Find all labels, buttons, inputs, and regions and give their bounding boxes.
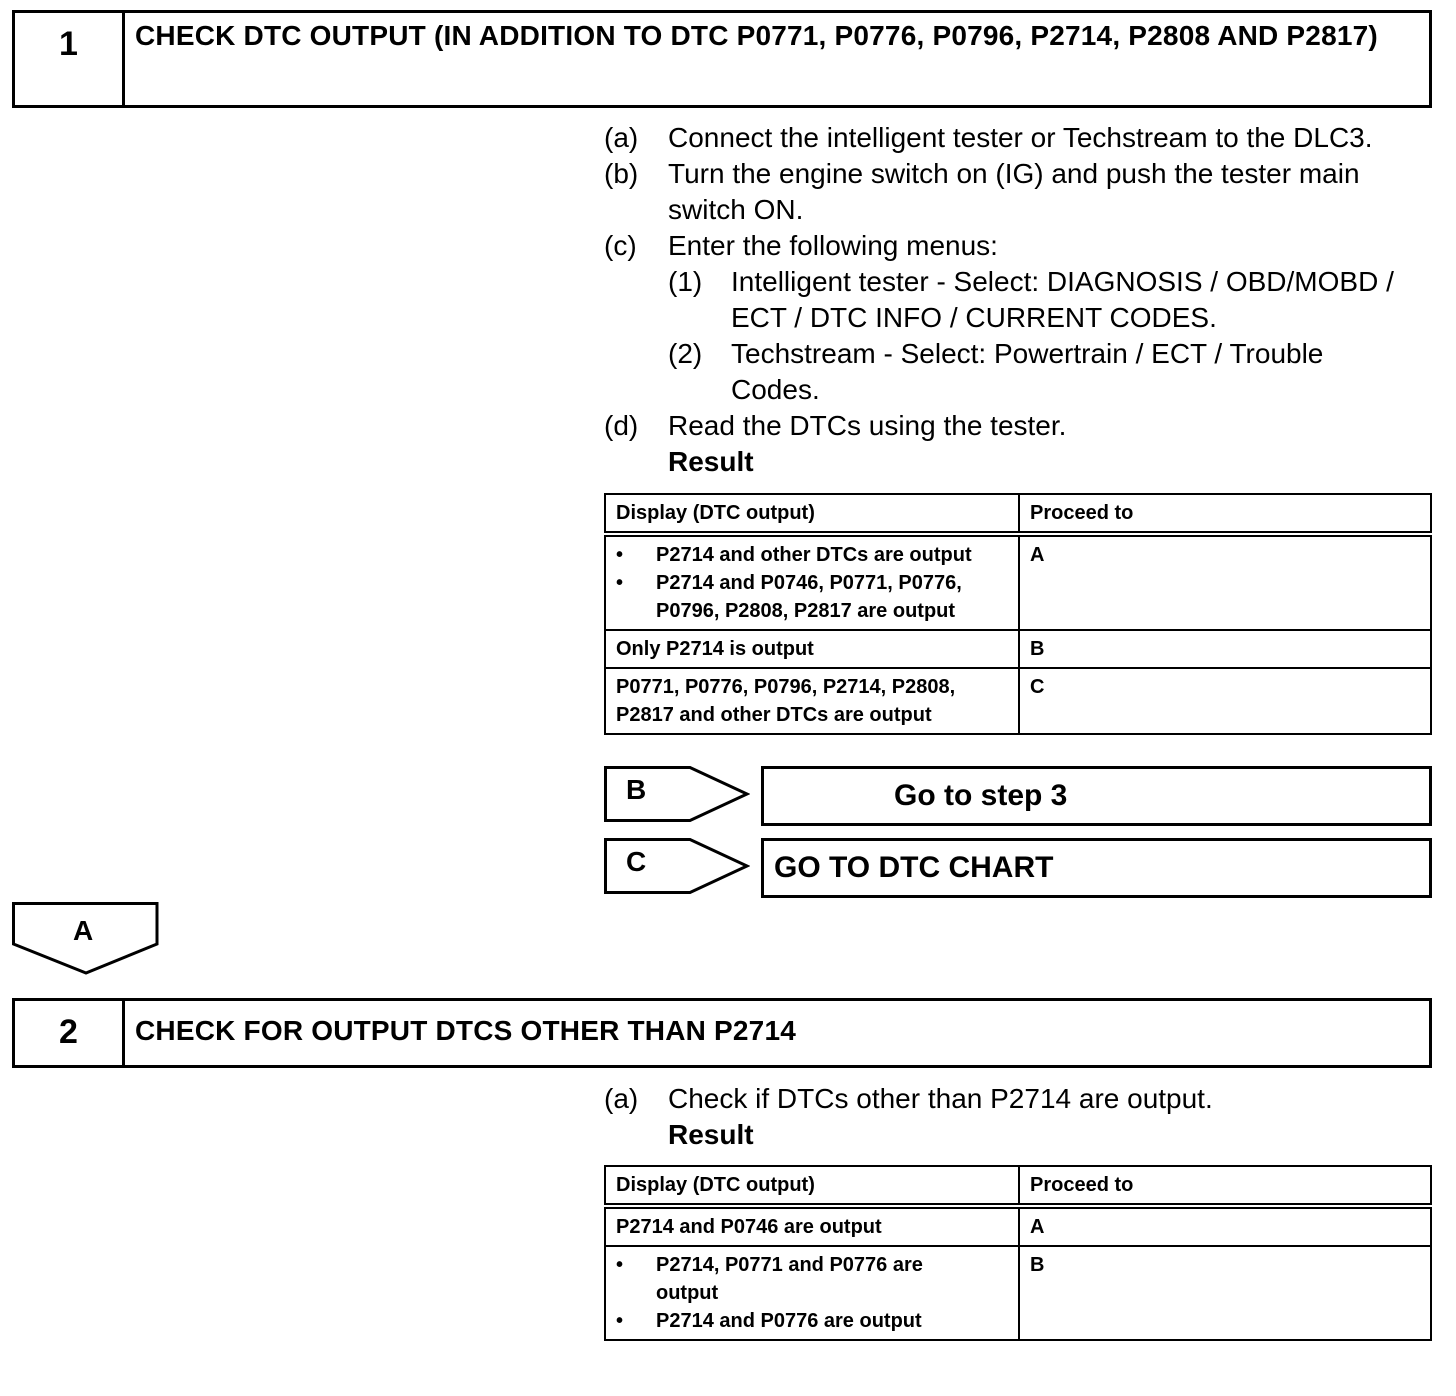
- branch-label: B: [626, 774, 647, 805]
- instruction-text: Check if DTCs other than P2714 are output.: [668, 1083, 1213, 1114]
- step-title: CHECK DTC OUTPUT (IN ADDITION TO DTC P0771, P0776, P0796, P2714, P2808 AND P2817): [135, 20, 1378, 51]
- table-cell: C: [1019, 668, 1431, 734]
- table-cell: A: [1019, 1206, 1431, 1246]
- table-cell: P0771, P0776, P0796, P2714, P2808, P2817 and other DTCs are output: [605, 668, 1019, 734]
- go-to-dtc-chart-box: [761, 838, 1432, 898]
- table-cell: Only P2714 is output: [605, 630, 1019, 668]
- table-row: [605, 1206, 1431, 1246]
- step-2-instructions: [604, 1081, 1444, 1153]
- table-row: [605, 1246, 1431, 1340]
- instruction-text: Enter the following menus:: [668, 230, 998, 261]
- submenu-label: (1): [668, 266, 703, 297]
- table-row: [605, 534, 1431, 630]
- bullet-text: P2714, P0771 and P0776 are output: [656, 1254, 923, 1304]
- step-2-result-table: [604, 1165, 1432, 1341]
- instruction-label: (a): [604, 1083, 639, 1114]
- instruction-label: (d): [604, 410, 639, 441]
- step-1-instructions: [604, 120, 1444, 480]
- branch-b-arrow: [604, 766, 750, 822]
- next-step-label: A: [73, 915, 94, 946]
- bullet-item: • P2714 and other DTCs are output: [616, 541, 1008, 569]
- table-cell: B: [1019, 1246, 1431, 1340]
- table-header: Display (DTC output): [605, 1166, 1019, 1206]
- table-cell: [605, 534, 1019, 630]
- branch-c-arrow: [604, 838, 750, 894]
- bullet-item: • P2714 and P0746, P0771, P0776, P0796, P2808, P2817 are output: [616, 569, 1008, 625]
- instruction-item: [604, 1081, 1444, 1117]
- step-1-result-table: [604, 493, 1432, 735]
- bullet-text: P2714 and other DTCs are output: [656, 544, 972, 566]
- instruction-item: [604, 408, 1444, 444]
- step-number: 2: [15, 1001, 125, 1065]
- bullet-text: P2714 and P0746, P0771, P0776, P0796, P2808, P2817 are output: [656, 572, 962, 622]
- instruction-label: (c): [604, 230, 637, 261]
- instruction-item: [604, 228, 1444, 264]
- bullet-item: • P2714 and P0776 are output: [616, 1307, 1008, 1335]
- table-header-row: [605, 494, 1431, 534]
- instruction-item: [604, 120, 1444, 156]
- go-to-step-3-box: [761, 766, 1432, 826]
- instruction-item: [604, 156, 1444, 228]
- result-label: Result: [668, 1119, 754, 1150]
- goto-text: GO TO DTC CHART: [774, 851, 1054, 884]
- step-title: CHECK FOR OUTPUT DTCS OTHER THAN P2714: [135, 1015, 796, 1046]
- table-header: Proceed to: [1019, 494, 1431, 534]
- table-cell: B: [1019, 630, 1431, 668]
- result-label: Result: [668, 446, 754, 477]
- submenu-text: Techstream - Select: Powertrain / ECT / Trouble Codes.: [731, 338, 1324, 405]
- table-cell: A: [1019, 534, 1431, 630]
- submenu-text: Intelligent tester - Select: DIAGNOSIS / OBD/MOBD / ECT / DTC INFO / CURRENT CODES.: [731, 266, 1394, 333]
- instruction-label: (a): [604, 122, 639, 153]
- instruction-label: (b): [604, 158, 639, 189]
- step-2-header: [12, 998, 1432, 1068]
- table-header: Display (DTC output): [605, 494, 1019, 534]
- step-1-header: [12, 10, 1432, 108]
- submenu-label: (2): [668, 338, 703, 369]
- instruction-text: Connect the intelligent tester or Techstream to the DLC3.: [668, 122, 1373, 153]
- bullet-text: P2714 and P0776 are output: [656, 1310, 922, 1332]
- table-row: [605, 668, 1431, 734]
- bullet-item: • P2714, P0771 and P0776 are output: [616, 1251, 1008, 1307]
- table-row: [605, 630, 1431, 668]
- submenu-item: [604, 336, 1444, 408]
- branch-label: C: [626, 846, 647, 877]
- step-number: 1: [15, 13, 125, 105]
- instruction-text: Read the DTCs using the tester.: [668, 410, 1067, 441]
- table-header: Proceed to: [1019, 1166, 1431, 1206]
- table-cell: P2714 and P0746 are output: [605, 1206, 1019, 1246]
- instruction-text: Turn the engine switch on (IG) and push the tester main switch ON.: [668, 158, 1360, 225]
- goto-text: Go to step 3: [894, 779, 1068, 812]
- table-header-row: [605, 1166, 1431, 1206]
- table-cell: [605, 1246, 1019, 1340]
- submenu-item: [604, 264, 1444, 336]
